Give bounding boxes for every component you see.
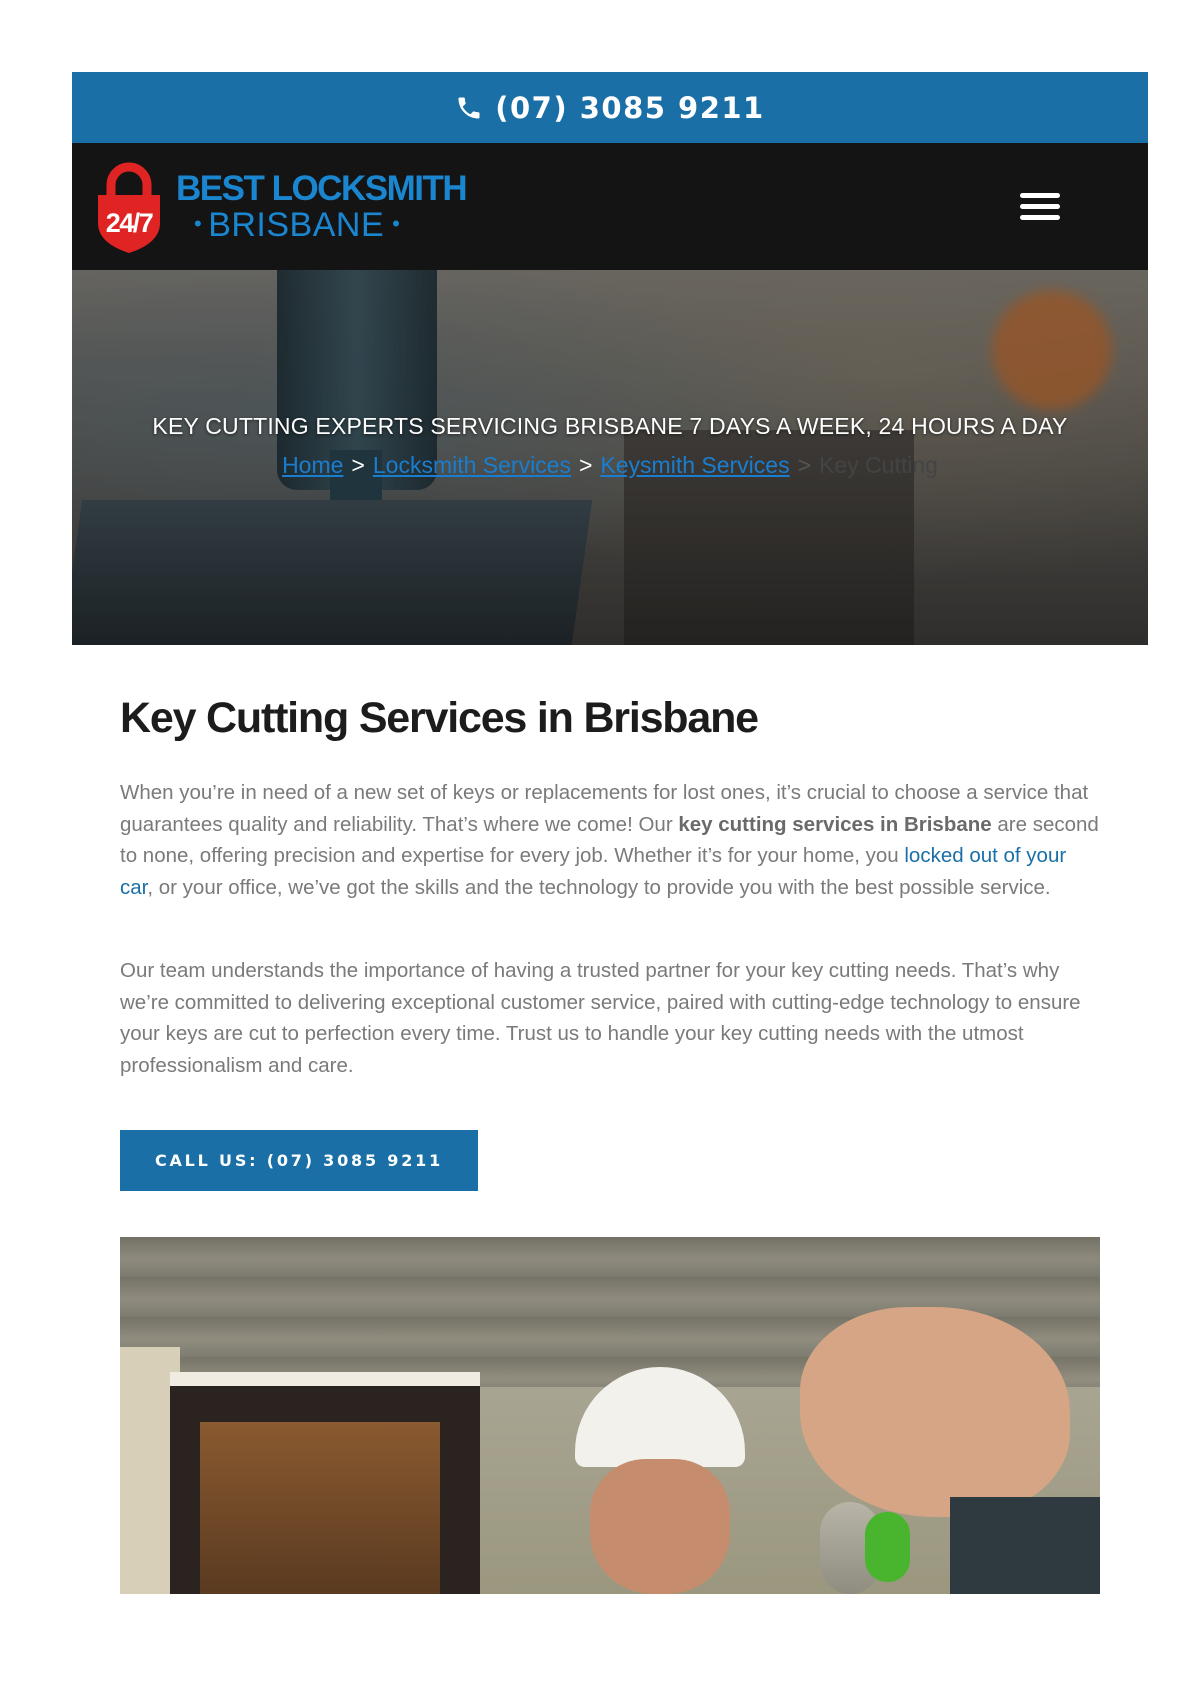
breadcrumb bbox=[72, 452, 1148, 479]
site-logo[interactable] bbox=[94, 159, 466, 255]
logo-dot-right: • bbox=[392, 211, 401, 236]
phone-icon bbox=[455, 94, 483, 122]
logo-subtitle-row bbox=[176, 208, 466, 242]
photo-door-interior bbox=[200, 1422, 440, 1594]
logo-badge-text: 24/7 bbox=[105, 207, 153, 238]
hero-text bbox=[72, 413, 1148, 479]
photo-green-keytag bbox=[865, 1512, 910, 1582]
call-us-button[interactable]: CALL US: (07) 3085 9211 bbox=[120, 1130, 478, 1191]
logo-subtitle: BRISBANE bbox=[208, 206, 385, 244]
breadcrumb-separator: > bbox=[578, 452, 593, 478]
breadcrumb-current: Key Cutting bbox=[819, 452, 938, 478]
intro-bold-text: key cutting services in Brisbane bbox=[678, 812, 992, 836]
hamburger-menu-icon[interactable] bbox=[1020, 187, 1060, 226]
breadcrumb-locksmith-services-link[interactable]: Locksmith Services bbox=[372, 452, 571, 478]
page-title: Key Cutting Services in Brisbane bbox=[120, 694, 758, 742]
breadcrumb-separator: > bbox=[351, 452, 365, 478]
hero-banner bbox=[72, 270, 1148, 645]
intro-text-c: , or your office, we’ve got the skills and the technology to provide you with the best possible service. bbox=[147, 875, 1051, 899]
breadcrumb-keysmith-services-link[interactable]: Keysmith Services bbox=[600, 452, 790, 478]
intro-text-a: When you’re in need of a new set of keys or replacements for lost ones, it’s crucial to choose a service that guarantees quality and reliability. That’s where we come! Our bbox=[120, 781, 1089, 836]
top-phone-bar[interactable] bbox=[72, 72, 1148, 143]
hero-title: KEY CUTTING EXPERTS SERVICING BRISBANE 7 DAYS A WEEK, 24 HOURS A DAY bbox=[152, 413, 1068, 439]
photo-hand bbox=[800, 1307, 1070, 1517]
logo-dot-left: • bbox=[194, 211, 203, 236]
padlock-logo-icon bbox=[94, 159, 164, 255]
intro-paragraph bbox=[120, 777, 1100, 903]
locksmith-photo bbox=[120, 1237, 1100, 1594]
photo-sleeve bbox=[950, 1497, 1100, 1594]
locked-out-car-link[interactable]: locked out of your car bbox=[120, 844, 1067, 899]
top-phone-number[interactable]: (07) 3085 9211 bbox=[495, 90, 765, 125]
logo-title: BEST LOCKSMITH bbox=[176, 169, 467, 208]
breadcrumb-home-link[interactable]: Home bbox=[282, 452, 344, 478]
site-header bbox=[72, 143, 1148, 270]
intro-text-b: are second to none, offering precision and expertise for every job. Whether it’s for your home, you bbox=[120, 812, 1099, 867]
photo-face bbox=[590, 1459, 730, 1594]
team-paragraph: Our team understands the importance of having a trusted partner for your key cutting needs. That’s why we’re committed to delivering exceptional customer service, paired with cutting-edge technology to ensure your keys are cut to perfection every time. Trust us to handle your key cutting needs with the utmost professionalism and care. bbox=[120, 959, 1081, 1077]
breadcrumb-separator: > bbox=[797, 452, 812, 478]
